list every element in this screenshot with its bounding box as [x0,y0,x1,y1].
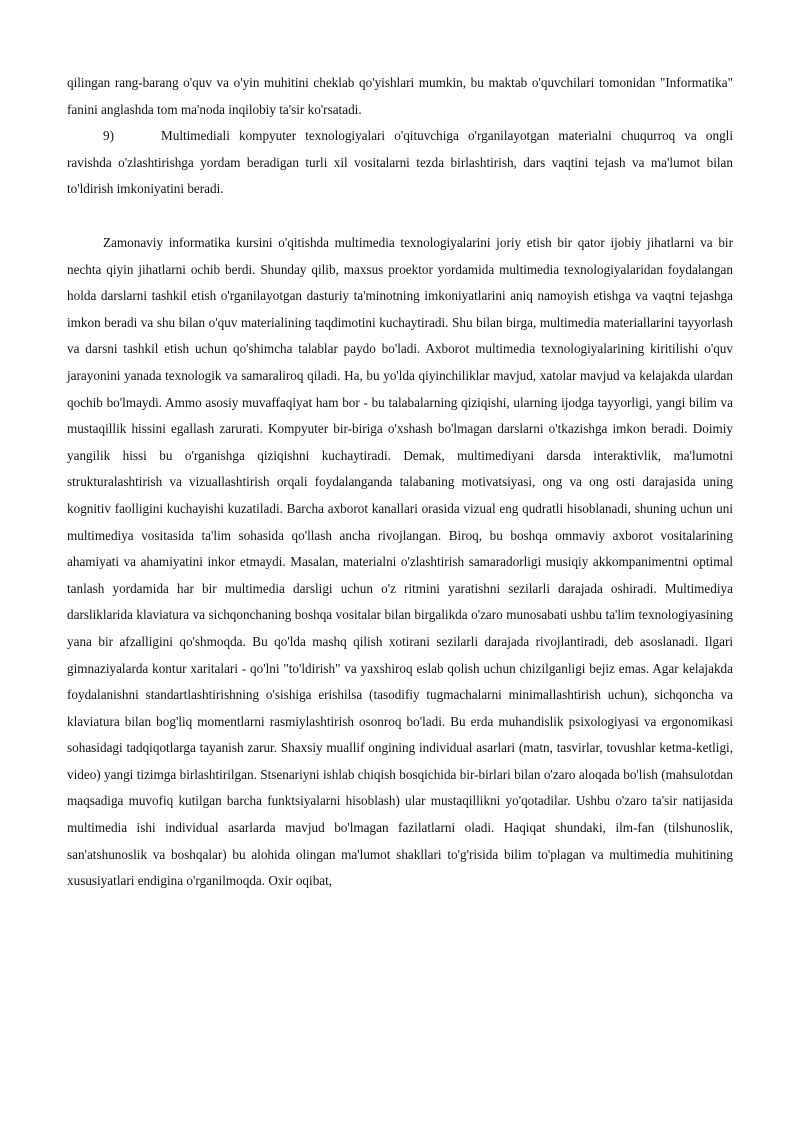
body-paragraph: Zamonaviy informatika kursini o'qitishda multimedia texnologiyalarini joriy etish bir qator ijobiy jihatlarni va bir nechta qiyin jihatlarni ochib berdi. Shunday qilib, maxsus proektor yordamida multimedia texnologiyalaridan foydalangan holda darslarni tashkil etish o'rganilayotgan dasturiy ta'minotning imkoniyatlarini aniq namoyish etishga va vaqtni tejashga imkon beradi va shu bilan o'quv materialining taqdimotini kuchaytiradi. Shu bilan birga, multimedia materiallarini tayyorlash va darsni tashkil etish uchun qo'shimcha talablar paydo bo'ladi. Axborot multimedia texnologiyalarining kiritilishi o'quv jarayonini yanada texnologik va samaraliroq qiladi. Ha, bu yo'lda qiyinchiliklar mavjud, xatolar mavjud va kelajakda ulardan qochib bo'lmaydi. Ammo asosiy muvaffaqiyat ham bor - bu talabalarning qiziqishi, ularning ijodga tayyorligi, yangi bilim va mustaqillik hissini egallash zarurati. Kompyuter bir-biriga o'xshash bo'lmagan darslarni o'tkazishga imkon beradi. Doimiy yangilik hissi bu o'rganishga qiziqishni kuchaytiradi. Demak, multimediyani darsda interaktivlik, ma'lumotni strukturalashtirish va vizuallashtirish orqali foydalanganda talabaning motivatsiyasi, ong va ong osti darajasida uning kognitiv faolligini kuchayishi kuzatiladi. Barcha axborot kanallari orasida vizual eng qudratli hisoblanadi, shuning uchun uni multimediya vositasida ta'lim sohasida qo'llash ancha rivojlangan. Biroq, bu boshqa ommaviy axborot vositalarining ahamiyati va ahamiyatini inkor etmaydi. Masalan, materialni o'zlashtirish samaradorligi musiqiy akkompanimentni optimal tanlash yordamida har bir multimedia darsligi uchun o'z ritmini yaratishni sezilarli darajada oshiradi. Multimediya darsliklarida klaviatura va sichqonchaning boshqa vositalar bilan birgalikda o'zaro munosabati ushbu ta'lim texnologiyasining yana bir afzalligini qo'shmoqda. Bu qo'lda mashq qilish xotirani sezilarli darajada rivojlantiradi, deb asoslanadi. Ilgari gimnaziyalarda kontur xaritalari - qo'lni "to'ldirish" va yaxshiroq eslab qolish uchun chizilganligi bejiz emas. Agar kelajakda foydalanishni standartlashtirishning o'sishiga erishilsa (tasodifiy tugmachalarni minimallashtirish uchun), sichqoncha va klaviatura bilan bog'liq momentlarni rasmiylashtirish osonroq bo'ladi. Bu erda muhandislik psixologiyasi va ergonomikasi sohasidagi tadqiqotlarga tayanish zarur. Shaxsiy muallif ongining individual asarlari (matn, tasvirlar, tovushlar ketma-ketligi, video) yangi tizimga birlashtirilgan. Stsenariyni ishlab chiqish bosqichida bir-birlari bilan o'zaro aloqada bo'lish (mahsulotdan maqsadiga muvofiq kutilgan barcha funktsiyalarni hisoblash) ular mustaqillikni yo'qotadilar. Ushbu o'zaro ta'sir natijasida multimedia ishi individual asarlarda mavjud bo'lmagan fazilatlarni oladi. Haqiqat shundaki, ilm-fan (tilshunoslik, san'atshunoslik va boshqalar) bu alohida olingan ma'lumot shakllari to'g'risida bilim to'plagan va multimedia muhitining xususiyatlari endigina o'rganilmoqda. Oxir oqibat, [67,235,733,889]
top-text-block [67,70,733,203]
continuation-paragraph: qilingan rang-barang o'quv va o'yin muhitini cheklab qo'yishlari mumkin, bu maktab o'quvchilari tomonidan "Informatika" fanini anglashda tom ma'noda inqilobiy ta'sir ko'rsatadi. [67,75,733,117]
list-item-text: Multimediali kompyuter texnologiyalari o'qituvchiga o'rganilayotgan materialni chuqurroq va ongli ravishda o'zlashtirishga yordam beradigan turli xil vositalarni tezda birlashtirish, dars vaqtini tejash va ma'lumot bilan to'ldirish imkoniyatini beradi. [67,128,733,197]
numbered-list-item [67,123,733,203]
main-text-block [67,230,733,895]
list-item-number: 9) [103,128,114,144]
